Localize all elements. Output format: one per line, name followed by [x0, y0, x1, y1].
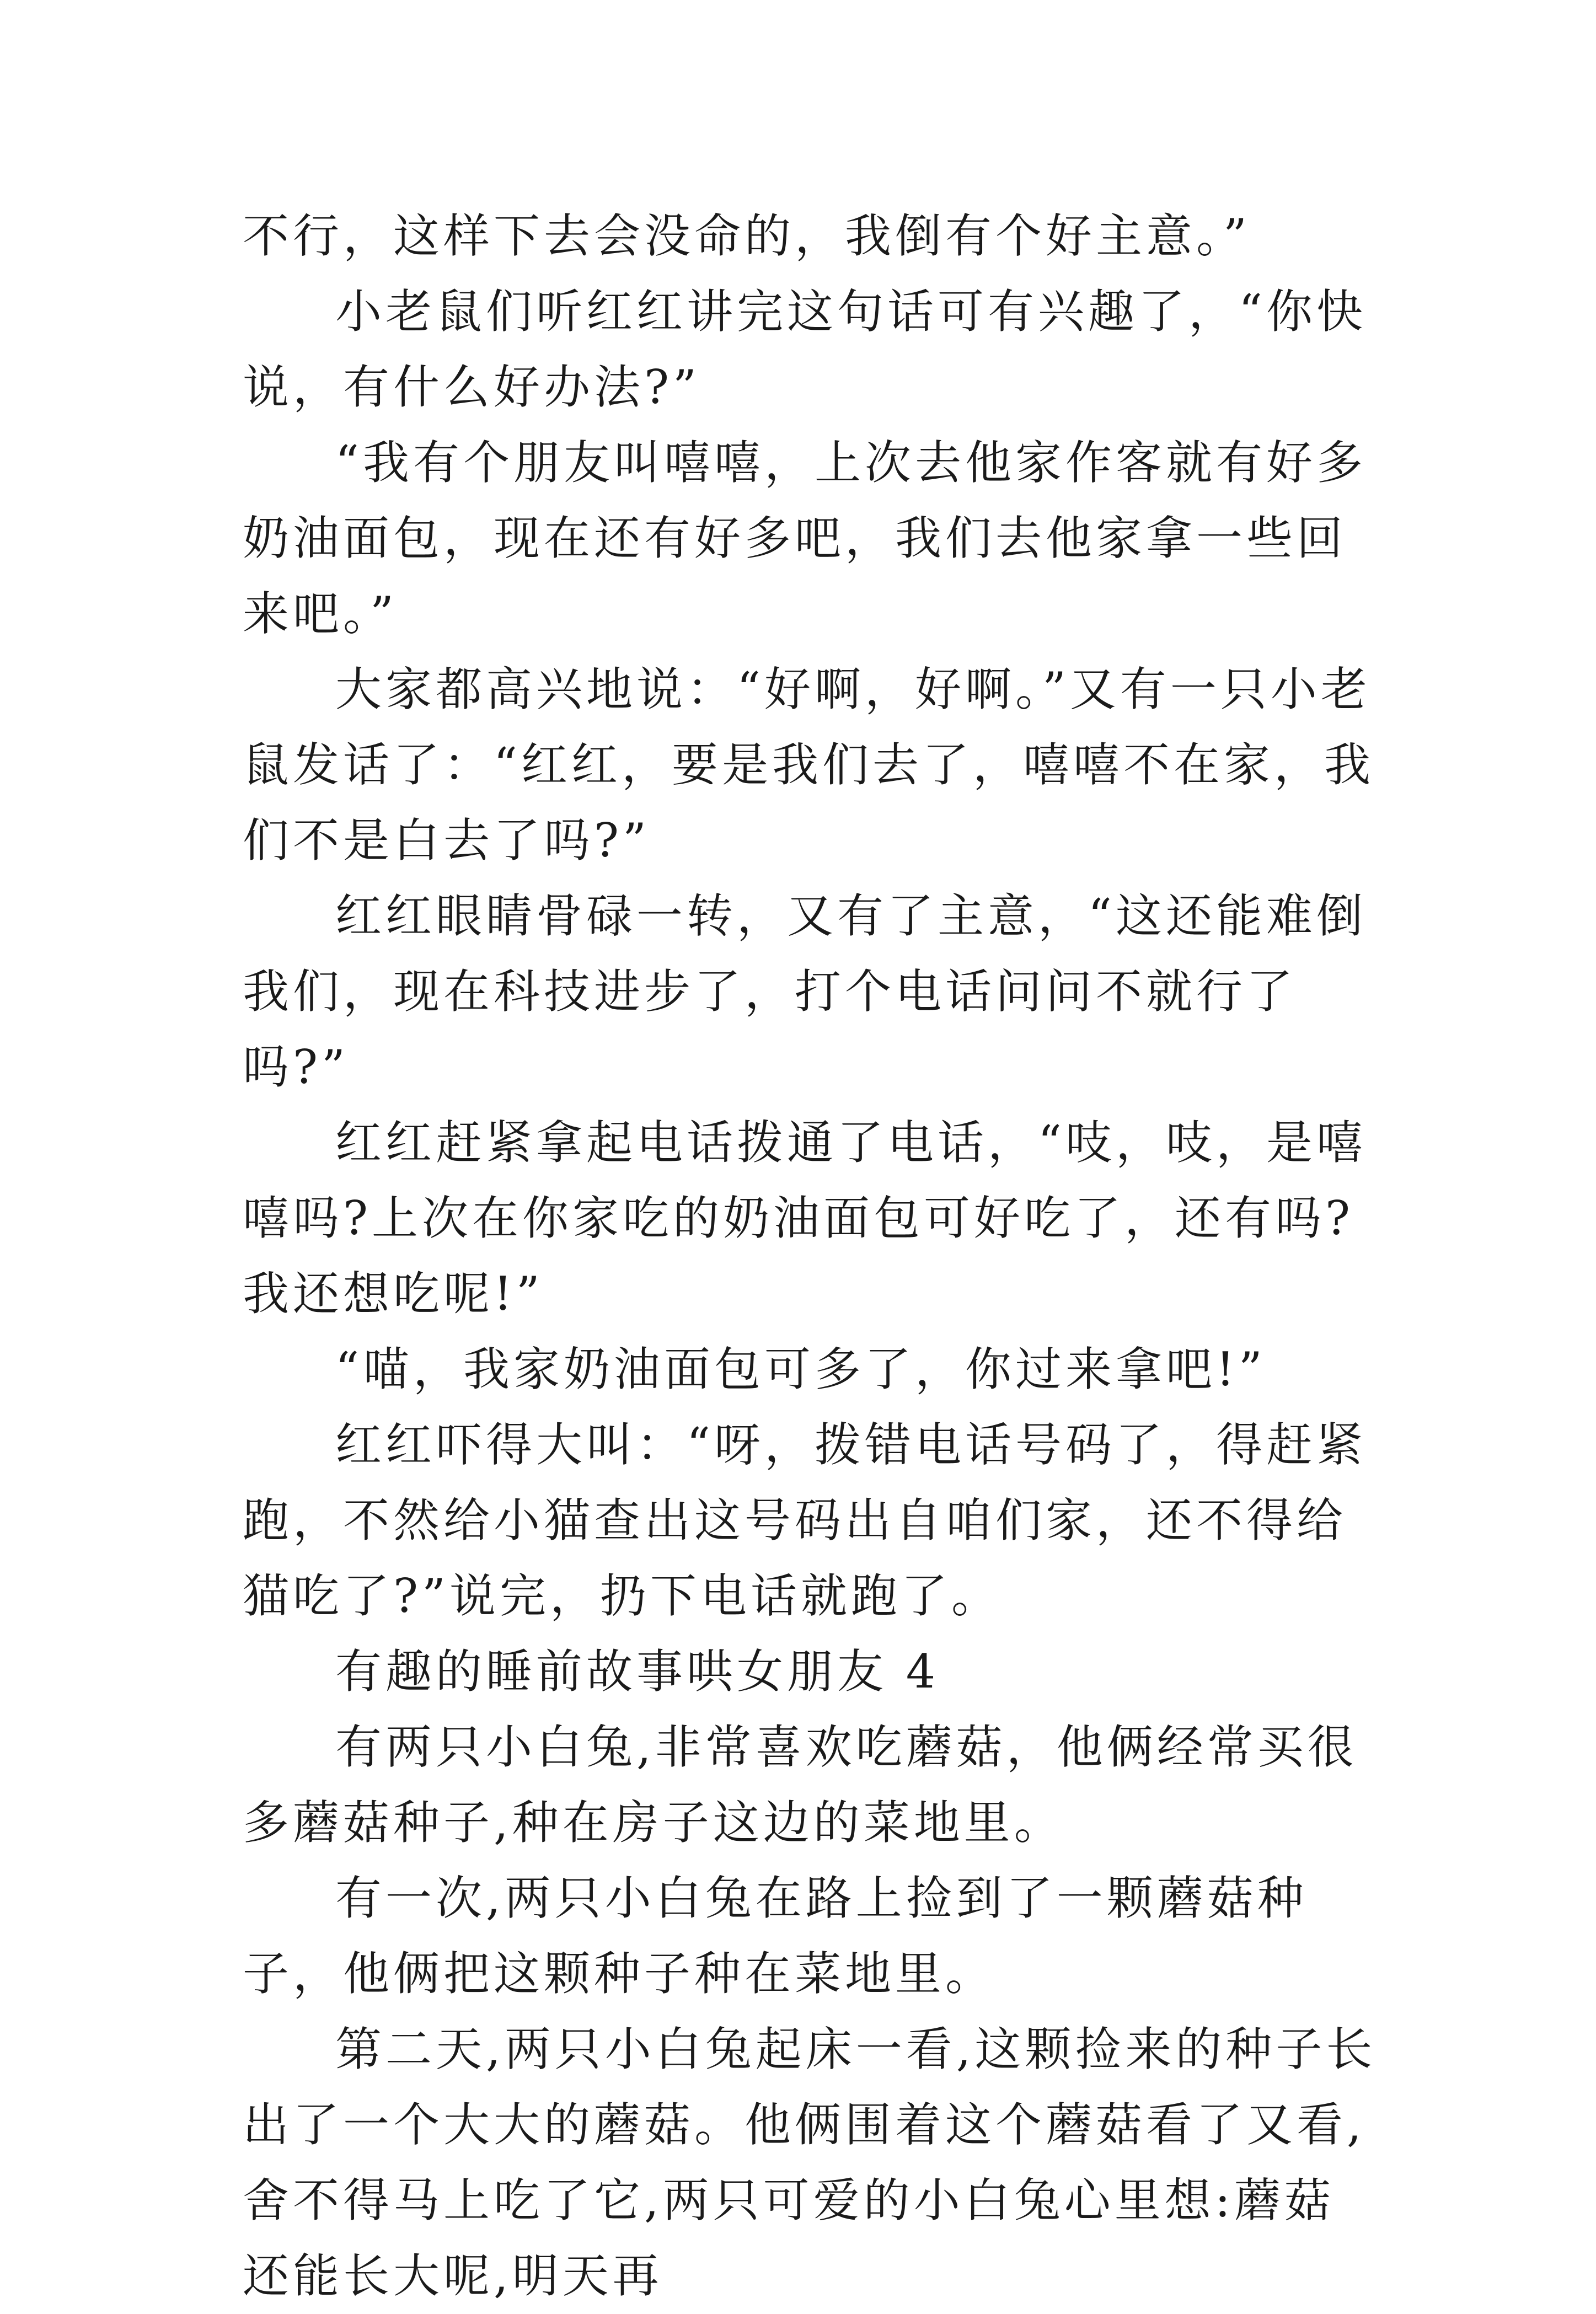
paragraph: “喵，我家奶油面包可多了，你过来拿吧!”	[335, 1342, 1266, 1396]
document-body	[243, 199, 1379, 2314]
paragraph: 小老鼠们听红红讲完这句话可有兴趣了，“你快说，有什么好办法?”	[243, 285, 1367, 414]
paragraph: 红红赶紧拿起电话拨通了电话，“吱，吱，是嘻嘻吗?上次在你家吃的奶油面包可好吃了，还有吗?我还想吃呢!”	[243, 1116, 1367, 1321]
paragraph: 有两只小白兔,非常喜欢吃蘑菇，他俩经常买很多蘑菇种子,种在房子这边的菜地里。	[243, 1720, 1358, 1850]
paragraph: 红红吓得大叫：“呀，拨错电话号码了，得赶紧跑，不然给小猫查出这号码出自咱们家，还不得给猫吃了?”说完，扔下电话就跑了。	[243, 1418, 1367, 1623]
paragraph: 大家都高兴地说：“好啊，好啊。”又有一只小老鼠发话了：“红红，要是我们去了，嘻嘻不在家，我们不是白去了吗?”	[243, 662, 1374, 867]
paragraph: 红红眼睛骨碌一转，又有了主意，“这还能难倒我们，现在科技进步了，打个电话问问不就行了吗?”	[243, 889, 1367, 1094]
paragraph-continuation: 不行，这样下去会没命的，我倒有个好主意。”	[243, 209, 1251, 263]
section-heading: 有趣的睡前故事哄女朋友 4	[335, 1645, 940, 1699]
paragraph: 有一次,两只小白兔在路上捡到了一颗蘑菇种子，他俩把这颗种子种在菜地里。	[243, 1871, 1308, 2001]
paragraph: “我有个朋友叫嘻嘻，上次去他家作客就有好多奶油面包，现在还有好多吧，我们去他家拿一些回来吧。”	[243, 436, 1367, 641]
paragraph: 第二天,两只小白兔起床一看,这颗捡来的种子长出了一个大大的蘑菇。他俩围着这个蘑菇看了又看,舍不得马上吃了它,两只可爱的小白兔心里想:蘑菇还能长大呢,明天再	[243, 2022, 1377, 2303]
